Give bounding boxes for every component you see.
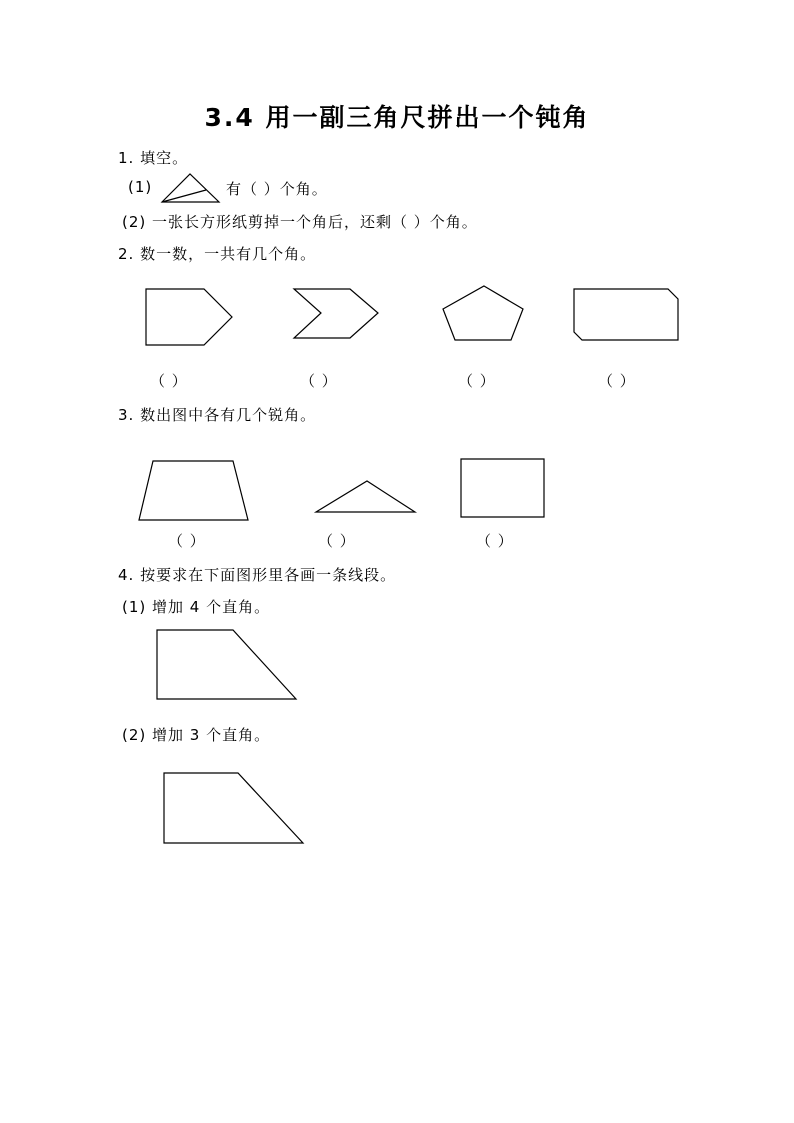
q1-item1-suffix: 有（ ）个角。 [226, 180, 328, 198]
q4-item2: (2) 增加 3 个直角。 [122, 726, 271, 744]
q3-blank-2[interactable]: （ ） [318, 532, 356, 550]
q4-heading: 4. 按要求在下面图形里各画一条线段。 [118, 566, 397, 584]
pentagon-arrow-shape [144, 287, 236, 347]
right-trapezoid-shape-1[interactable] [155, 628, 299, 702]
q2-blank-3[interactable]: （ ） [458, 372, 496, 390]
obtuse-triangle-shape [314, 479, 418, 515]
rectangle-shape [459, 457, 547, 519]
q2-blank-2[interactable]: （ ） [300, 372, 338, 390]
q4-item1: (1) 增加 4 个直角。 [122, 598, 271, 616]
q1-heading: 1. 填空。 [118, 149, 189, 167]
regular-pentagon-shape [441, 284, 527, 344]
q1-item2: (2) 一张长方形纸剪掉一个角后，还剩（ ）个角。 [122, 213, 478, 231]
q3-blank-3[interactable]: （ ） [476, 532, 514, 550]
cut-corner-rectangle-shape [572, 287, 681, 343]
right-trapezoid-shape-2[interactable] [162, 771, 306, 846]
page-title: 3.4 用一副三角尺拼出一个钝角 [204, 103, 590, 132]
q2-heading: 2. 数一数，一共有几个角。 [118, 245, 317, 263]
triangle-figure [160, 172, 222, 204]
chevron-shape [292, 287, 382, 343]
q3-heading: 3. 数出图中各有几个锐角。 [118, 406, 317, 424]
q1-item1-prefix: (1) [128, 178, 153, 196]
q2-blank-1[interactable]: （ ） [150, 372, 188, 390]
q2-blank-4[interactable]: （ ） [598, 372, 636, 390]
q3-blank-1[interactable]: （ ） [168, 532, 206, 550]
trapezoid-shape [137, 459, 251, 523]
